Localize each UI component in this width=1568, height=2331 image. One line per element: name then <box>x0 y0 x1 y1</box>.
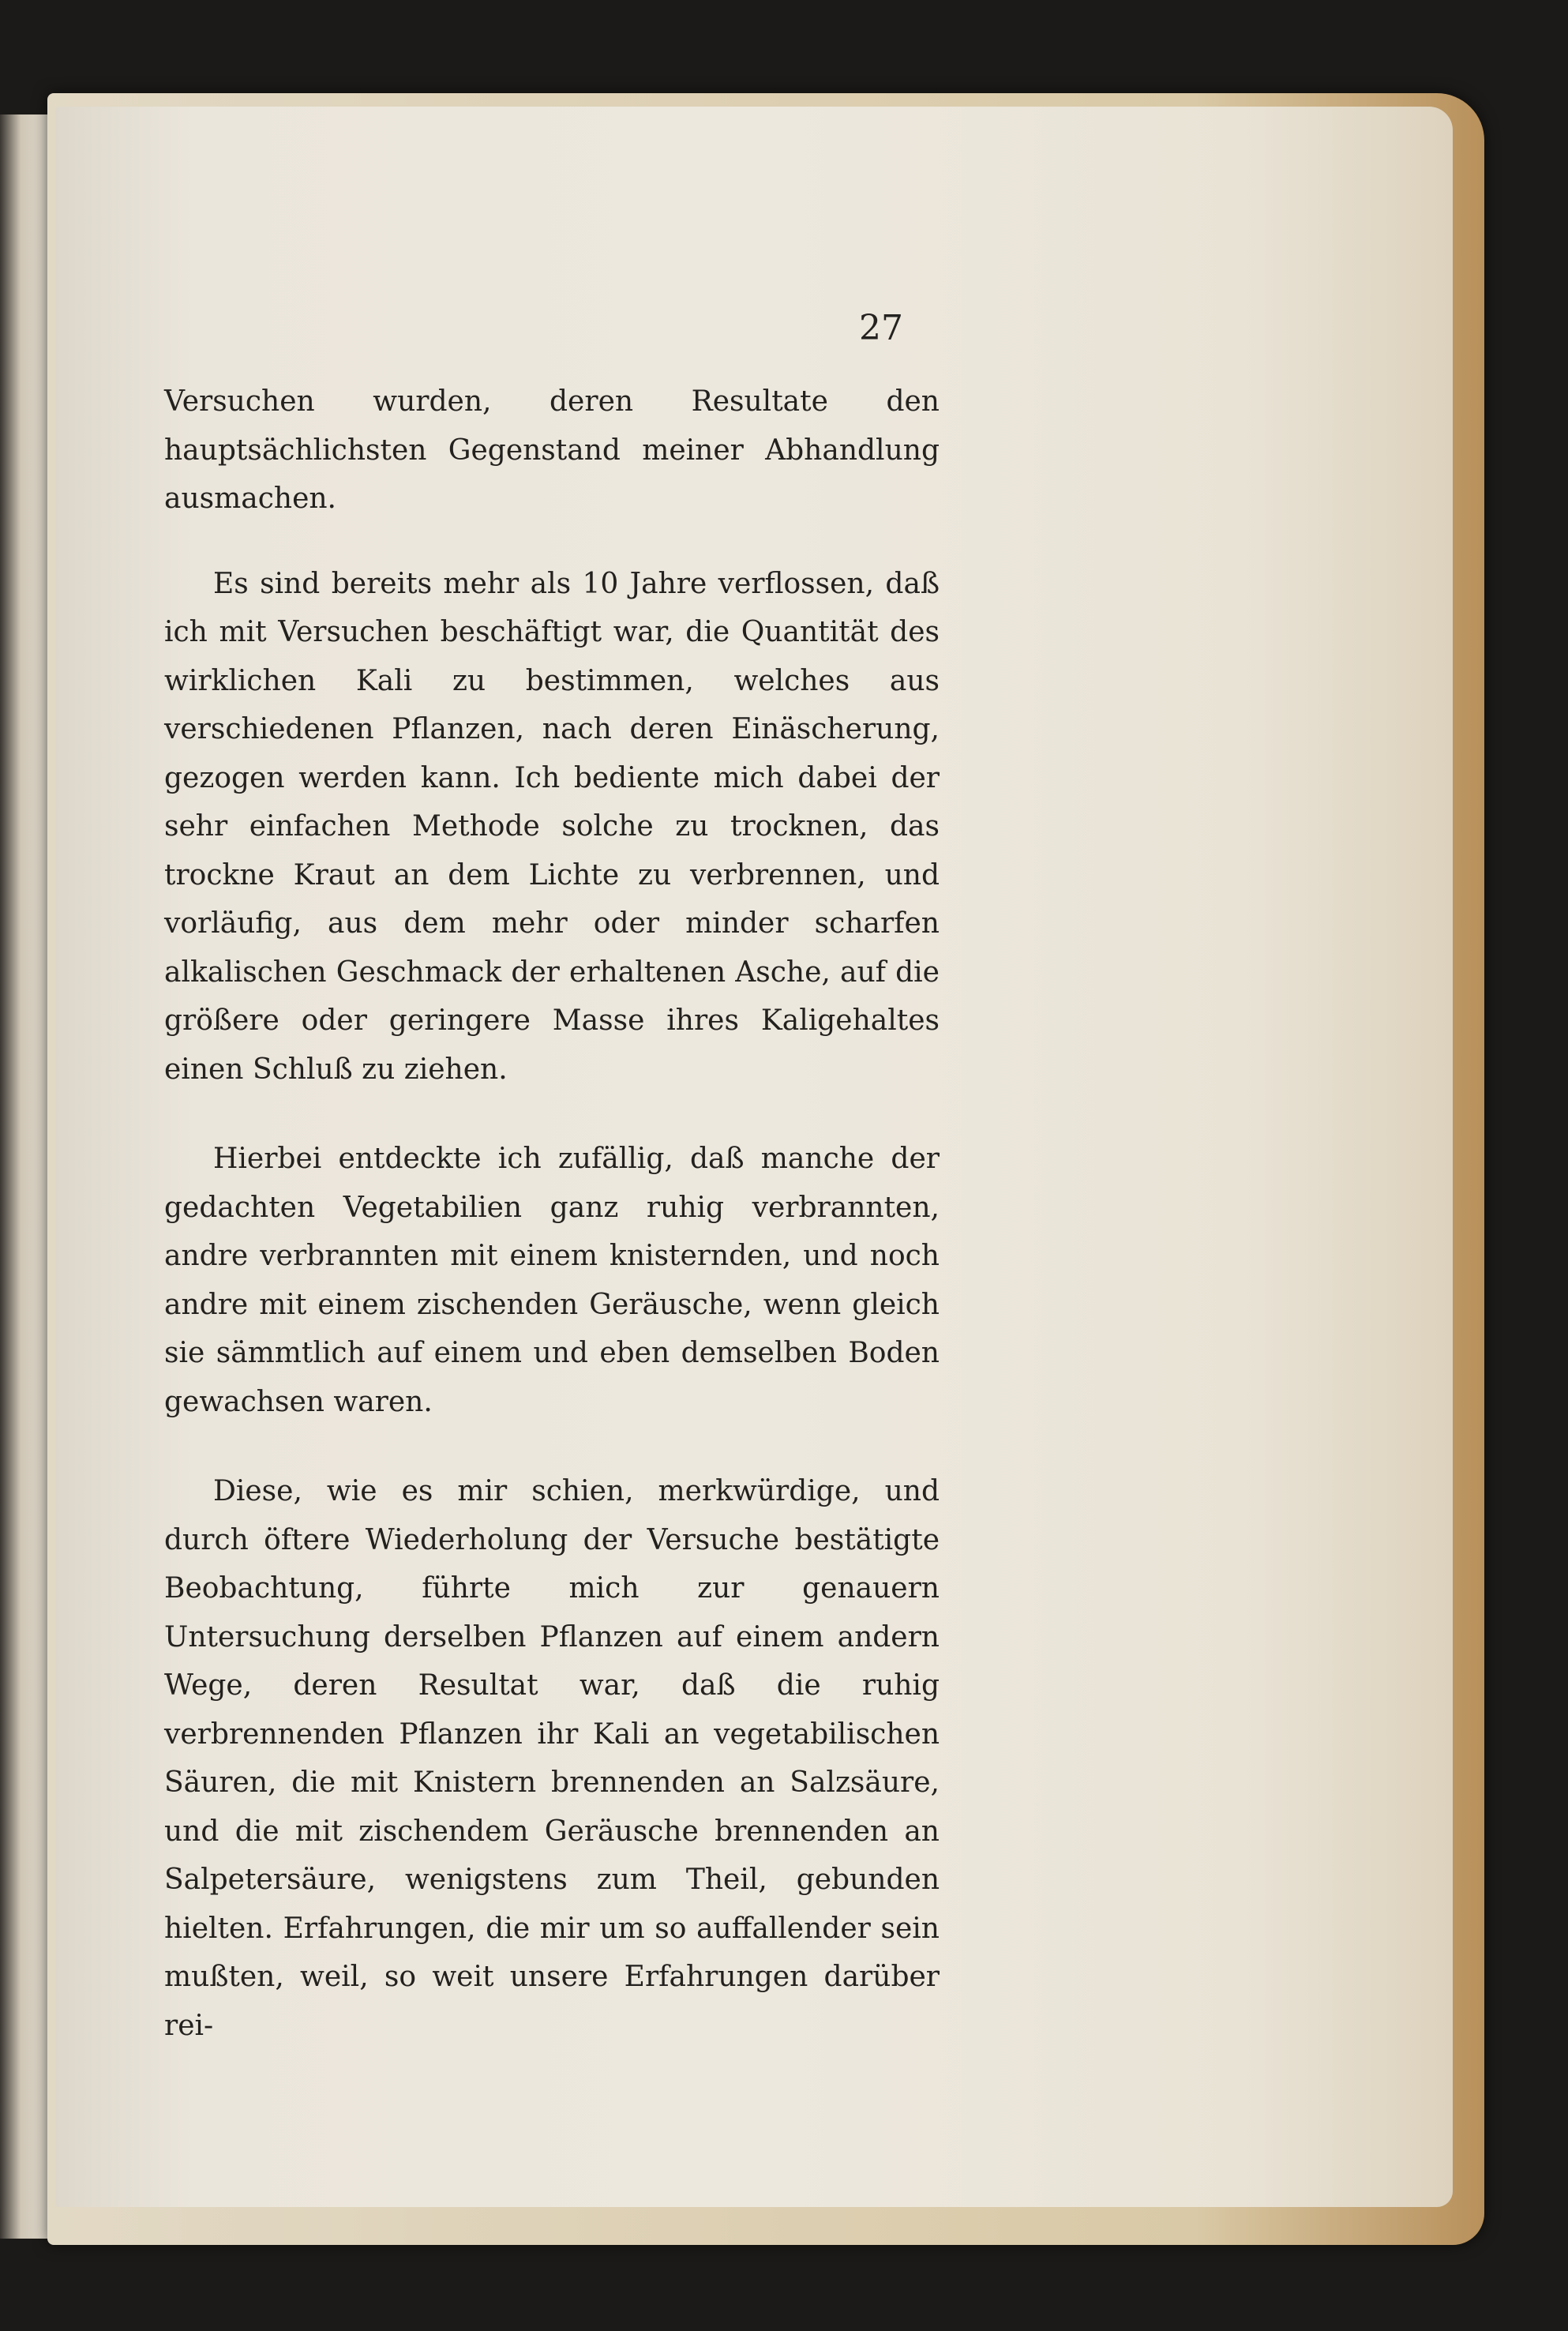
paragraph-2: Es sind bereits mehr als 10 Jahre verflossen, daß ich mit Versuchen beschäftigt war, die Quantität des wirklichen Kali zu bestimmen, welches aus verschiedenen Pflanzen, nach deren Einäscherung, gezogen werden kann. Ich bediente mich dabei der sehr einfachen Methode solche zu trocknen, das trockne Kraut an dem Lichte zu verbrennen, und vorläufig, aus dem mehr oder minder scharfen alkalischen Geschmack der erhaltenen Asche, auf die größere oder geringere Masse ihres Kaligehaltes einen Schluß zu ziehen. <box>164 567 940 1086</box>
paragraph-3: Hierbei entdeckte ich zufällig, daß manche der gedachten Vegetabilien ganz ruhig verbrannten, andre verbrannten mit einem knisternden, und noch andre mit einem zischenden Geräusche, wenn gleich sie sämmtlich auf einem und eben demselben Boden gewachsen waren. <box>164 1143 940 1418</box>
page-number: 27 <box>859 308 903 348</box>
paragraph-4: Diese, wie es mir schien, merkwürdige, und durch öftere Wiederholung der Versuche bestätigte Beobachtung, führte mich zur genauern Untersuchung derselben Pflanzen auf einem andern Wege, deren Resultat war, daß die ruhig verbrennenden Pflanzen ihr Kali an vegetabilischen Säuren, die mit Knistern brennenden an Salzsäure, und die mit zischendem Geräusche brennenden an Salpetersäure, wenigstens zum Theil, gebunden hielten. Erfahrungen, die mir um so auffallender sein mußten, weil, so weit unsere Erfahrungen darüber rei- <box>164 1475 940 2042</box>
page-body <box>164 377 940 2050</box>
paragraph-1: Versuchen wurden, deren Resultate den hauptsächlichsten Gegenstand meiner Abhandlung ausmachen. <box>164 385 940 515</box>
